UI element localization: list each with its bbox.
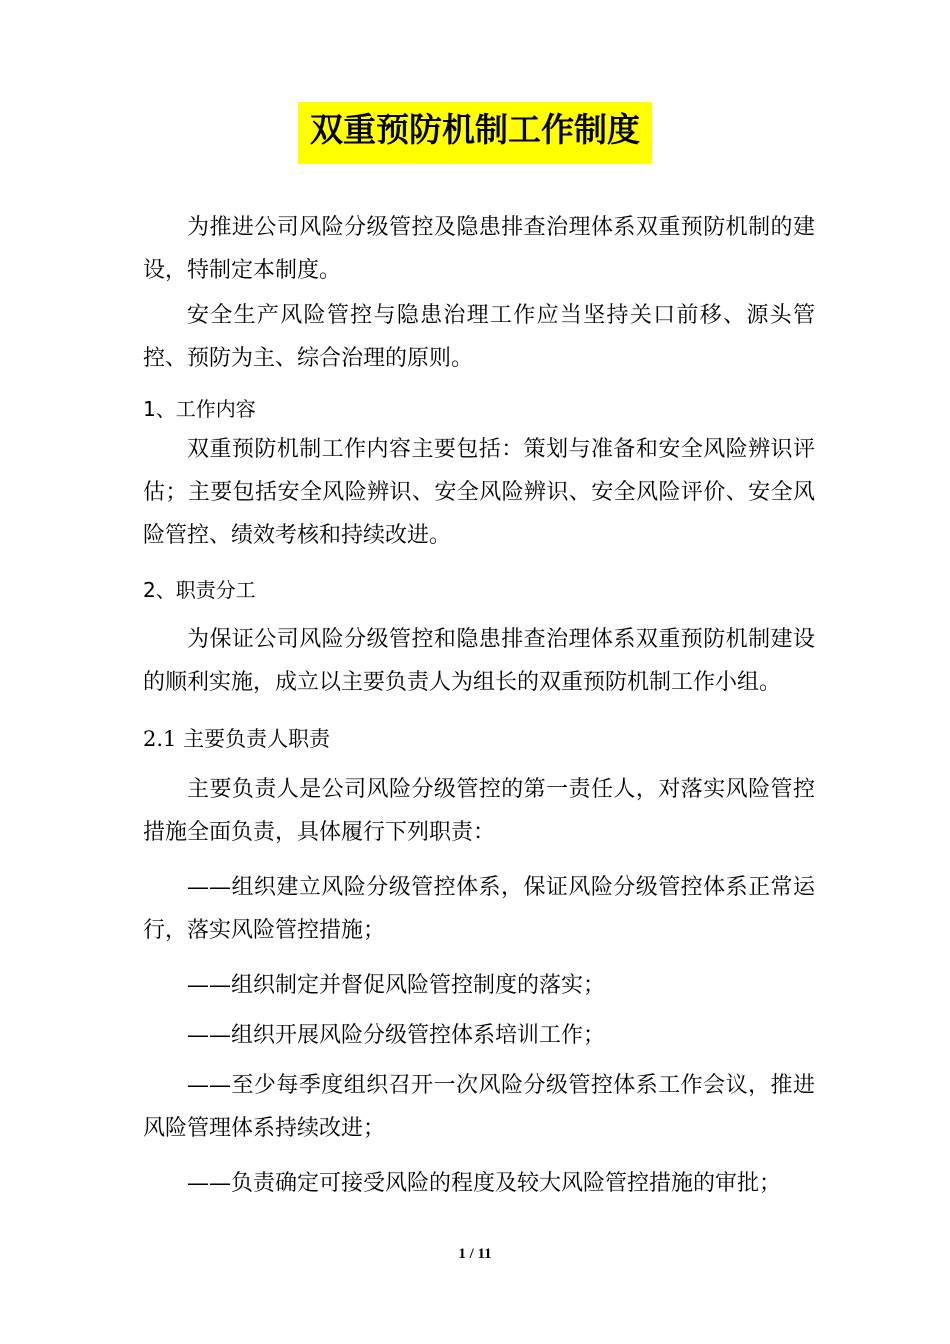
- section-2-1-body: 主要负责人是公司风险分级管控的第一责任人，对落实风险管控措施全面负责，具体履行下列职责：: [143, 777, 815, 845]
- duty-item-1: ——组织建立风险分级管控体系，保证风险分级管控体系正常运行，落实风险管控措施；: [143, 875, 815, 943]
- section-2-body: 为保证公司风险分级管控和隐患排查治理体系双重预防机制建设的顺利实施，成立以主要负责人为组长的双重预防机制工作小组。: [143, 627, 815, 695]
- document-title: 双重预防机制工作制度: [310, 110, 640, 149]
- intro-paragraph-1: 为推进公司风险分级管控及隐患排查治理体系双重预防机制的建设，特制定本制度。: [143, 215, 815, 283]
- duty-item-2: ——组织制定并督促风险管控制度的落实；: [187, 973, 606, 998]
- duty-item-3: ——组织开展风险分级管控体系培训工作；: [187, 1023, 606, 1048]
- intro-paragraph-2: 安全生产风险管控与隐患治理工作应当坚持关口前移、源头管控、预防为主、综合治理的原则。: [143, 303, 815, 371]
- duty-item-4: ——至少每季度组织召开一次风险分级管控体系工作会议，推进风险管理体系持续改进；: [143, 1073, 815, 1141]
- title-highlight: [298, 102, 652, 164]
- page-number: 1 / 11: [458, 1246, 492, 1262]
- section-2-1-heading: 2.1 主要负责人职责: [143, 727, 331, 751]
- section-1-body: 双重预防机制工作内容主要包括：策划与准备和安全风险辨识评估；主要包括安全风险辨识、安全风险辨识、安全风险评价、安全风险管控、绩效考核和持续改进。: [143, 437, 815, 548]
- section-2-heading: 2、职责分工: [143, 578, 256, 602]
- duty-item-5: ——负责确定可接受风险的程度及较大风险管控措施的审批；: [187, 1171, 782, 1196]
- section-1-heading: 1、工作内容: [143, 397, 256, 421]
